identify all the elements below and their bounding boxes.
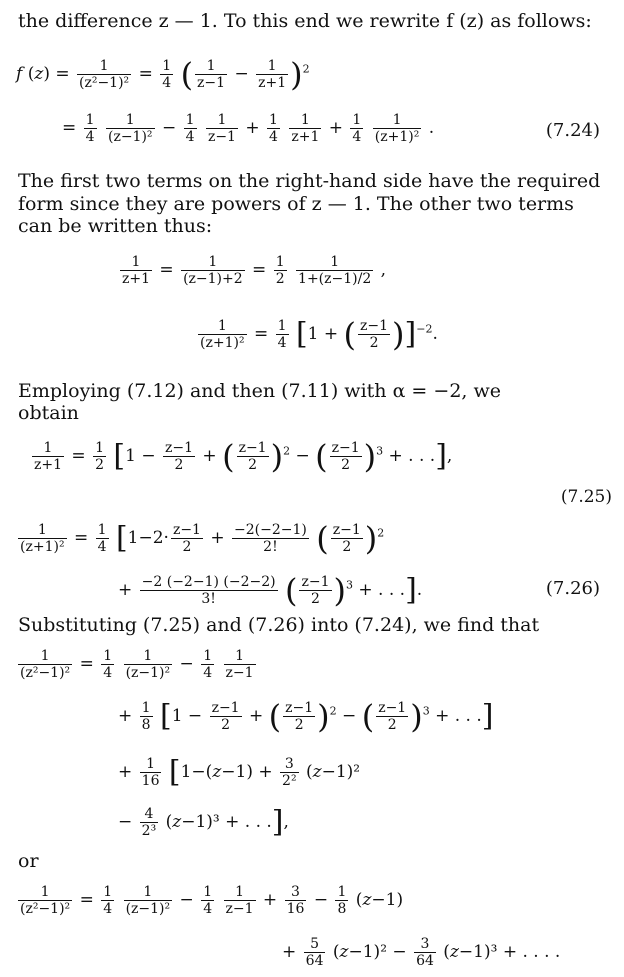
expansion-line2: + $\frac{1}{8}$ [1 − $\frac{z-1}{2}$ + ( $\frac{z-1}{2}$ )$^2$ − ( $\frac{z-1}{2}$ )$^3$ + . . .] bbox=[118, 697, 494, 736]
text-line-1: the difference z — 1. To this end we rewrite f (z) as follows: bbox=[18, 10, 592, 32]
text-line-3: form since they are powers of z — 1. The other two terms bbox=[18, 193, 574, 215]
expansion-line1: $\frac{1}{\text{(z²−1)²}}$ = $\frac{1}{4}$ $\frac{1}{\text{(z−1)²}}$ − $\frac{1}{4}$ $\frac{1}{z-1}$ bbox=[20, 648, 254, 681]
final-line2: + $\frac{5}{64}$ (z−1)² − $\frac{3}{64}$ (z−1)³ + . . . . bbox=[282, 936, 561, 969]
final-line1: $\frac{1}{\text{(z²−1)²}}$ = $\frac{1}{4}$ $\frac{1}{\text{(z−1)²}}$ − $\frac{1}{4}$ $\frac{1}{z-1}$ + $\frac{3}{16}$ − $\frac{1}{8}$ (z−1) bbox=[20, 884, 404, 917]
tag-7-26: (7.26) bbox=[545, 578, 600, 599]
tag-7-24: (7.24) bbox=[545, 120, 600, 141]
equation-geometric: $\frac{1}{z+1}$ = $\frac{1}{(z-1)+2}$ = $\frac{1}{2}$ $\frac{1}{1+(z-1)/2}$ , bbox=[122, 254, 387, 287]
equation-fz: f (z) = $\frac{1}{\text{(z²−1)²}}$ = $\frac{1}{4}$ ( $\frac{1}{z-1}$ − $\frac{1}{z+1}$ )$^2$ bbox=[16, 55, 310, 94]
text-line-5: Employing (7.12) and then (7.11) with α = −2, we bbox=[18, 380, 501, 402]
tag-7-25: (7.25) bbox=[560, 487, 612, 507]
equation-7-26-line1: $\frac{1}{\text{(z+1)²}}$ = $\frac{1}{4}$ [1−2· $\frac{z-1}{2}$ + $\frac{-2(-2-1)}{2!}$ ( $\frac{z-1}{2}$ )$^2$ bbox=[20, 519, 385, 558]
equation-7-24: = $\frac{1}{4}$ $\frac{1}{\text{(z−1)²}}$ − $\frac{1}{4}$ $\frac{1}{z-1}$ + $\frac{1}{4}$ $\frac{1}{z+1}$ + $\frac{1}{4}$ $\frac{1}{\text{(z+1)²}}$ . (7.24) bbox=[62, 112, 600, 145]
expansion-line3: + $\frac{1}{16}$ [1−(z−1) + $\frac{3}{\text{2²}}$ (z−1)² bbox=[118, 754, 361, 790]
expansion-line4: − $\frac{4}{\text{2³}}$ (z−1)³ + . . .], bbox=[118, 804, 289, 840]
text-line-6: obtain bbox=[18, 402, 79, 424]
equation-7-26-line2: + $\frac{-2 (-2-1) (-2-2)}{3!}$ ( $\frac{z-1}{2}$ )$^3$ + . . .]. (7.26) bbox=[118, 571, 600, 610]
text-line-8: or bbox=[18, 850, 39, 872]
text-line-2: The first two terms on the right-hand side have the required bbox=[18, 170, 601, 192]
text-line-7: Substituting (7.25) and (7.26) into (7.24), we find that bbox=[18, 614, 540, 636]
equation-square: $\frac{1}{\text{(z+1)²}}$ = $\frac{1}{4}$ [1 + ( $\frac{z-1}{2}$ )]$^{-2}$. bbox=[200, 315, 438, 354]
equation-7-25: $\frac{1}{z+1}$ = $\frac{1}{2}$ [1 − $\frac{z-1}{2}$ + ( $\frac{z-1}{2}$ )$^2$ − ( $\frac{z-1}{2}$ )$^3$ + . . .], bbox=[34, 437, 453, 476]
text-line-4: can be written thus: bbox=[18, 215, 213, 237]
